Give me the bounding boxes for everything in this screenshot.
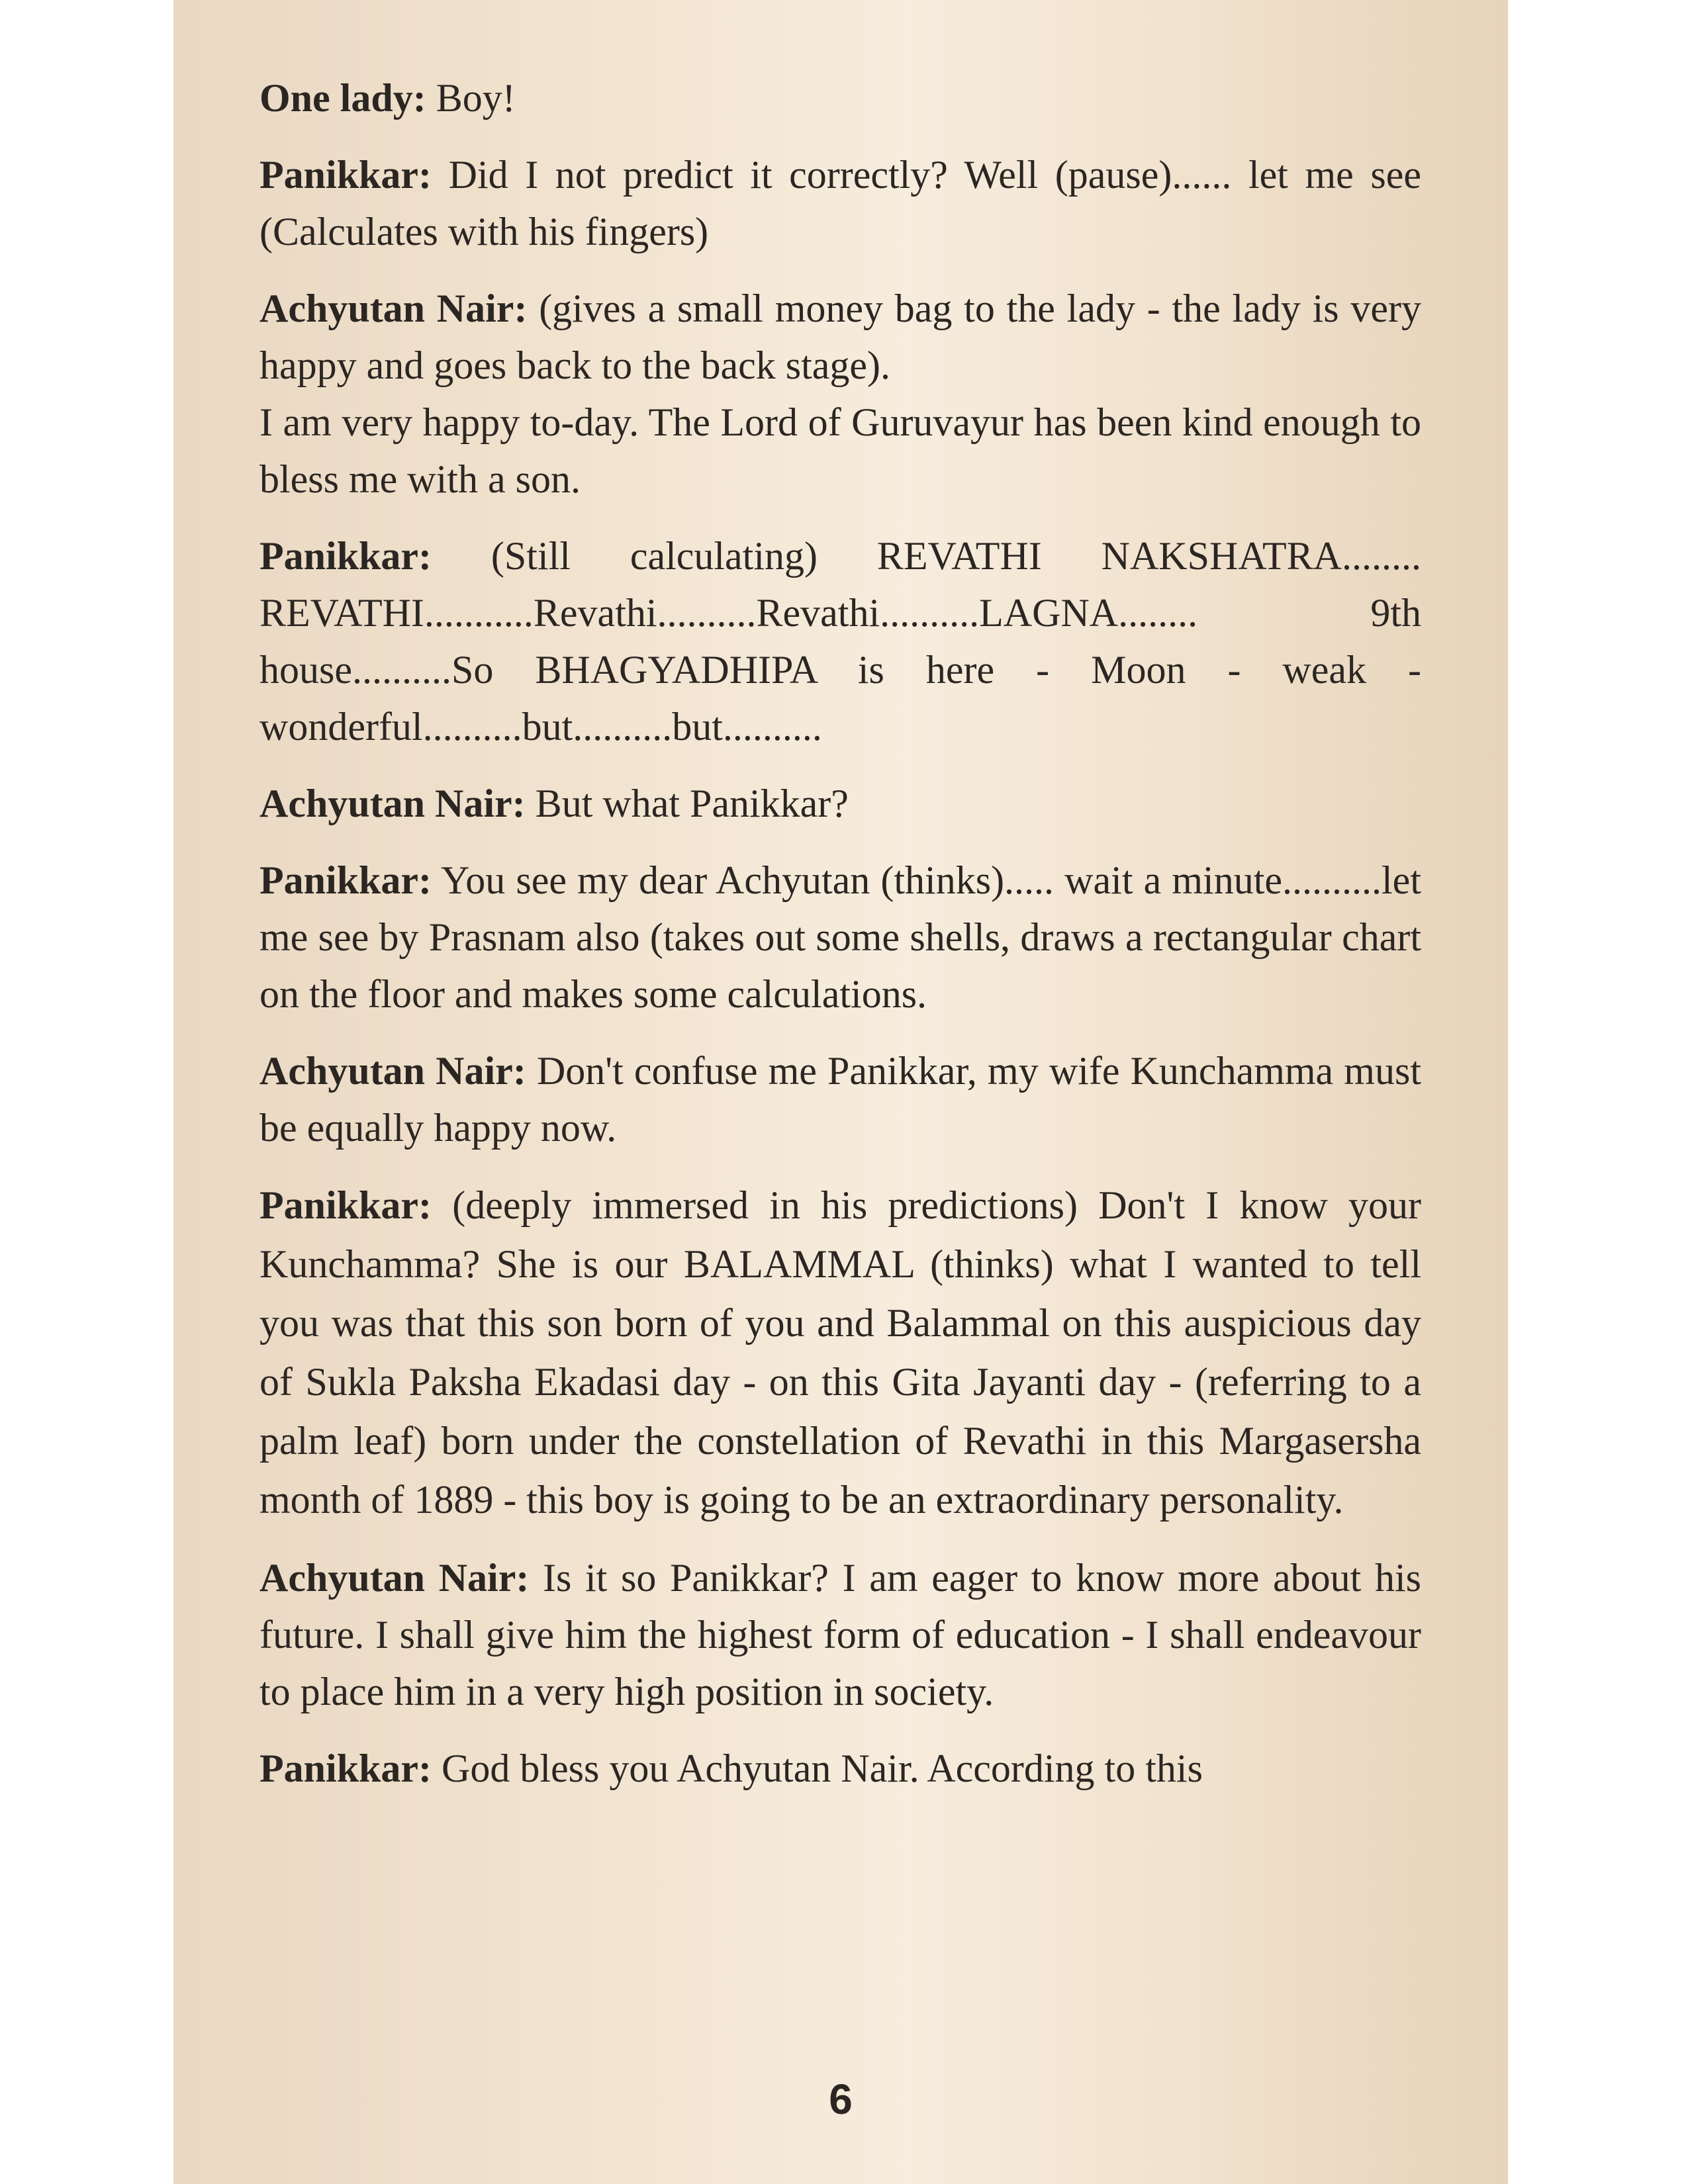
dialogue-line: Is it so Panikkar? I am eager to know more about his future. I shall give him the highest form of education - I shall endeavour to place him in a very high position in society. <box>259 1556 1421 1713</box>
page-number: 6 <box>829 2075 853 2123</box>
dialogue-line-continued: I am very happy to-day. The Lord of Guruvayur has been kind enough to bless me with a son. <box>259 400 1421 501</box>
scanned-page <box>173 0 1508 2184</box>
speaker-name: Panikkar: <box>259 153 432 197</box>
speaker-name: Achyutan Nair: <box>259 1049 526 1093</box>
dialogue-line: You see my dear Achyutan (thinks)..... wait a minute..........let me see by Prasnam also (takes out some shells, draws a rectangular chart on the floor and makes some calculations. <box>259 858 1421 1016</box>
speaker-name: Panikkar: <box>259 534 432 578</box>
dialogue-text <box>259 69 1421 1817</box>
speaker-name: Panikkar: <box>259 1183 432 1227</box>
dialogue-line: (deeply immersed in his predictions) Don't I know your Kunchamma? She is our BALAMMAL (thinks) what I wanted to tell you was that this son born of you and Balammal on this auspicious day of Sukla Paksha Ekadasi day - on this Gita Jayanti day - (referring to a palm leaf) born under the constellation of Revathi in this Margasersha month of 1889 - this boy is going to be an extraordinary personality. <box>259 1183 1422 1522</box>
speaker-name: Panikkar: <box>259 858 432 902</box>
dialogue-line: Boy! <box>436 76 516 120</box>
dialogue-line: God bless you Achyutan Nair. According to this <box>442 1747 1203 1790</box>
dialogue-line: Don't confuse me Panikkar, my wife Kunchamma must be equally happy now. <box>259 1049 1421 1150</box>
dialogue-paragraph-9 <box>259 1549 1421 1720</box>
dialogue-paragraph-6 <box>259 852 1421 1023</box>
dialogue-line: (Still calculating) REVATHI NAKSHATRA........ REVATHI...........Revathi..........Revathi..........LAGNA........ 9th house..........So BHAGYADHIPA is here - Moon - weak - wonderful..........but..........but.......... <box>259 534 1421 749</box>
dialogue-paragraph-10 <box>259 1740 1421 1797</box>
dialogue-paragraph-1 <box>259 69 1421 126</box>
dialogue-paragraph-3 <box>259 280 1421 508</box>
speaker-name: Achyutan Nair: <box>259 287 528 330</box>
dialogue-line: (gives a small money bag to the lady - the lady is very happy and goes back to the back stage). <box>259 287 1421 387</box>
dialogue-paragraph-7 <box>259 1042 1421 1156</box>
speaker-name: Achyutan Nair: <box>259 782 526 825</box>
speaker-name: One lady: <box>259 76 426 120</box>
speaker-name: Panikkar: <box>259 1747 432 1790</box>
dialogue-paragraph-8 <box>259 1176 1421 1529</box>
dialogue-paragraph-5 <box>259 775 1421 832</box>
speaker-name: Achyutan Nair: <box>259 1556 530 1600</box>
dialogue-paragraph-2 <box>259 146 1421 260</box>
dialogue-paragraph-4 <box>259 527 1421 755</box>
dialogue-line: But what Panikkar? <box>535 782 849 825</box>
dialogue-line: Did I not predict it correctly? Well (pause)...... let me see (Calculates with his fingers) <box>259 153 1422 253</box>
